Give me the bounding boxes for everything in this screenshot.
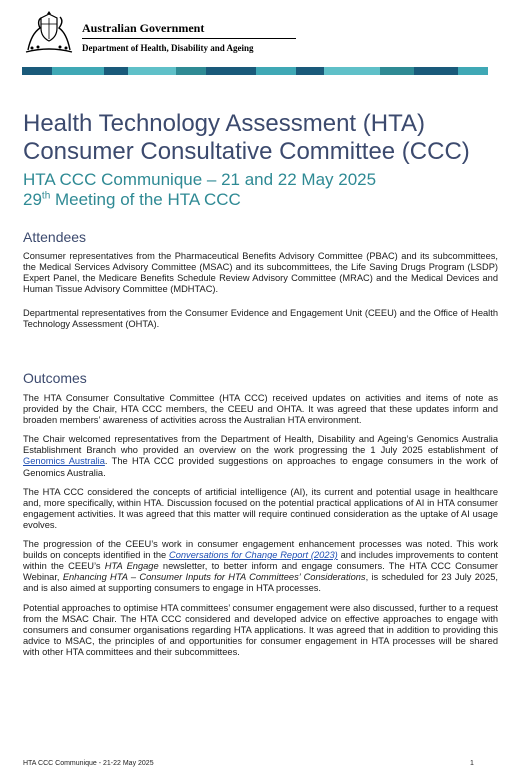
stripe-segment — [176, 67, 206, 75]
outcomes-section — [23, 393, 498, 666]
meeting-label: Meeting of the HTA CCC — [50, 190, 241, 209]
title-line-1: Health Technology Assessment (HTA) — [23, 110, 425, 137]
stripe-segment — [458, 67, 488, 75]
stripe-segment — [52, 67, 104, 75]
outcomes-paragraph-2-text-a: The Chair welcomed representatives from the Department of Health, Disability and Ageing’s Genomics Australia Establishment Branch who provided an overview on the work progressing the 1 July 2025 establishment of — [23, 434, 498, 456]
stripe-segment — [414, 67, 458, 75]
attendees-paragraph-2: Departmental representatives from the Consumer Evidence and Engagement Unit (CEEU) and the Office of Health Technology Assessment (OHTA). — [23, 308, 498, 330]
subtitle-line-1: HTA CCC Communique – 21 and 22 May 2025 — [23, 170, 377, 189]
outcomes-paragraph-4-text-a: The progression of the CEEU’s work in consumer engagement enhancement processes was noted. This work builds on concepts identified in the — [23, 539, 498, 561]
outcomes-paragraph-4 — [23, 539, 498, 594]
stripe-segment — [206, 67, 256, 75]
stripe-segment — [22, 67, 52, 75]
footer-page-number: 1 — [470, 760, 474, 767]
attendees-section — [23, 251, 498, 339]
meeting-number: 29 — [23, 190, 42, 209]
outcomes-paragraph-2 — [23, 434, 498, 478]
conversations-for-change-report-link[interactable]: Conversations for Change Report (2023) — [168, 550, 338, 561]
outcomes-paragraph-4-text-d: , is scheduled for 23 July 2025, and is also aimed at supporting consumers to engage in HTA processes. — [23, 572, 499, 594]
coat-of-arms-icon — [22, 10, 76, 54]
outcomes-paragraph-4-text-b: and includes improvements to content within the CEEU’s — [23, 550, 499, 572]
title-line-2: Consumer Consultative Committee (CCC) — [23, 138, 470, 165]
outcomes-paragraph-2-text-b: . The HTA CCC provided suggestions on approaches to engage consumers in the work of Genomics Australia. — [23, 456, 499, 478]
stripe-segment — [128, 67, 176, 75]
outcomes-paragraph-3: The HTA CCC considered the concepts of artificial intelligence (AI), its current and potential usage in healthcare and, more specifically, within HTA. Discussion focused on the potential practical applications of AI in HTA consumer engagement activities. It was agreed that this matter will require continued consideration as the uptake of AI usage evolves. — [23, 486, 498, 530]
stripe-segment — [380, 67, 414, 75]
government-name: Australian Government — [82, 21, 205, 35]
government-header — [22, 10, 322, 58]
outcomes-paragraph-5: Potential approaches to optimise HTA committees’ consumer engagement were also discussed, further to a request from the MSAC Chair. The HTA CCC considered and developed advice on effective approaches to engage with consumers and consumer organisations regarding HTA applications. It was agreed that in addition to providing this advice to MSAC, the principles of and opportunities for consumer engagement in HTA processes will be shared with other HTA committees and their subcommittees. — [23, 602, 498, 657]
header-divider — [82, 38, 296, 39]
outcomes-heading: Outcomes — [23, 370, 87, 386]
attendees-heading: Attendees — [23, 229, 87, 245]
outcomes-paragraph-1: The HTA Consumer Consultative Committee (HTA CCC) received updates on activities and items of note as provided by the Chair, HTA CCC members, the CEEU and OHTA. It was agreed that these updates inform and broaden members’ awareness of activities across the Australian HTA environment. — [23, 393, 498, 426]
department-name: Department of Health, Disability and Ageing — [82, 43, 254, 53]
stripe-segment — [296, 67, 324, 75]
webinar-title: Enhancing HTA – Consumer Inputs for HTA Committees’ Considerations — [62, 572, 366, 583]
page-subtitle — [23, 170, 493, 210]
hta-engage-title: HTA Engage — [104, 561, 159, 572]
footer-document-title: HTA CCC Communique - 21-22 May 2025 — [23, 760, 154, 767]
page-title — [23, 110, 493, 166]
genomics-australia-link[interactable]: Genomics Australia — [23, 456, 105, 467]
stripe-segment — [104, 67, 128, 75]
meeting-ordinal-suffix: th — [41, 190, 51, 202]
attendees-paragraph-1: Consumer representatives from the Pharmaceutical Benefits Advisory Committee (PBAC) and its subcommittees, the Medical Services Advisory Committee (MSAC) and its subcommittees, the Life Saving Drugs Program (LSDP) Expert Panel, the Medicare Benefits Schedule Review Advisory Committee (MRAC) and the Medical Devices and Human Tissue Advisory Committee (MDHTAC). — [23, 251, 498, 295]
stripe-segment — [324, 67, 380, 75]
decorative-stripe — [22, 67, 488, 75]
stripe-segment — [256, 67, 296, 75]
outcomes-paragraph-4-text-c: newsletter, to better inform and engage consumers. The HTA CCC Consumer Webinar, — [23, 561, 498, 583]
